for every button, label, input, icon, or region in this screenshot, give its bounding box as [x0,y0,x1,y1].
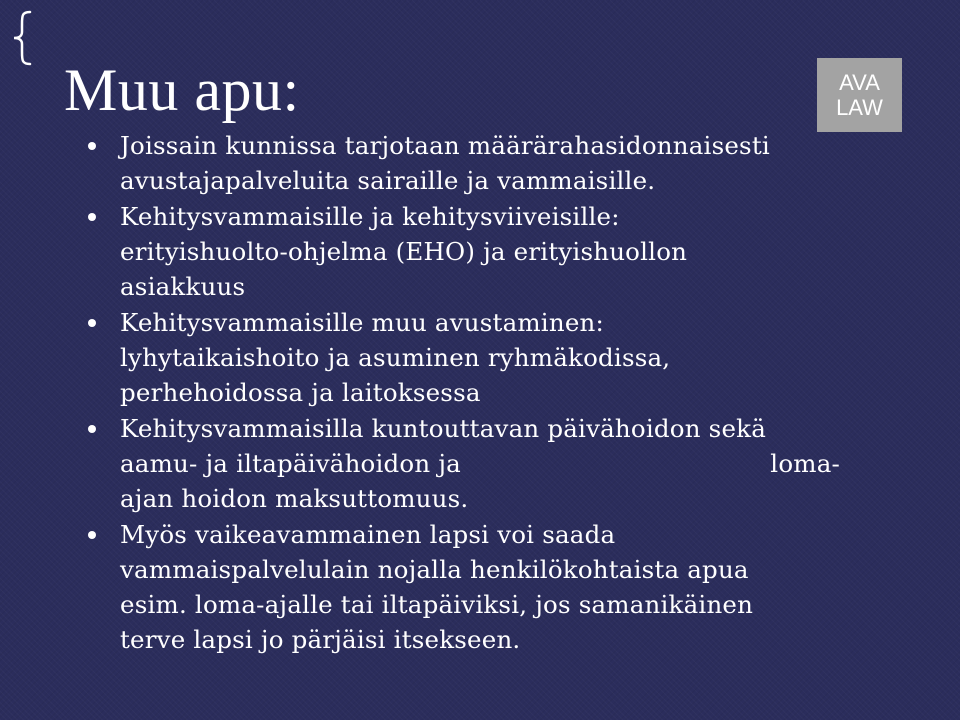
bullet-text-line-justified [120,446,840,481]
bullet-text-line: Kehitysvammaisille muu avustaminen: [120,308,604,337]
bullet-item [86,517,846,657]
logo-line-2: LAW [836,95,883,120]
bullet-text-line: Kehitysvammaisilla kuntouttavan päivähoidon sekä [120,414,767,443]
bullet-text-line: asiakkuus [120,272,246,301]
bullet-text-line: esim. loma-ajalle tai iltapäiviksi, jos samanikäinen [120,590,754,619]
bullet-text-line: Myös vaikeavammainen lapsi voi saada [120,520,616,549]
bullet-item [86,199,846,304]
bullet-item [86,305,846,410]
bullet-text-line: Joissain kunnissa tarjotaan määrärahasidonnaisesti [120,131,770,160]
bullet-list [86,128,846,658]
bullet-dot-icon [88,142,96,150]
slide-title: Muu apu: [64,57,300,123]
bullet-dot-icon [88,531,96,539]
bullet-dot-icon [88,319,96,327]
ava-law-logo [817,58,902,132]
bullet-text-segment: aamu- ja iltapäivähoidon ja [120,449,461,478]
logo-line-1: AVA [839,70,880,95]
bullet-item [86,411,846,516]
bullet-text-line: ajan hoidon maksuttomuus. [120,484,469,513]
bullet-text-line: lyhytaikaishoito ja asuminen ryhmäkodissa, [120,343,671,372]
bullet-text-line: avustajapalveluita sairaille ja vammaisille. [120,166,656,195]
bullet-dot-icon [88,213,96,221]
bullet-item [86,128,846,198]
bullet-text-line: perhehoidossa ja laitoksessa [120,378,481,407]
bullet-dot-icon [88,425,96,433]
bullet-text-line: terve lapsi jo pärjäisi itsekseen. [120,625,521,654]
bullet-text-line: erityishuolto-ohjelma (EHO) ja erityishuollon [120,237,688,266]
bullet-text-line: vammaispalvelulain nojalla henkilökohtaista apua [120,555,749,584]
corner-brace-decoration [10,10,34,66]
bullet-text-line: Kehitysvammaisille ja kehitysviiveisille: [120,202,620,231]
bullet-text-segment: loma- [770,449,840,478]
